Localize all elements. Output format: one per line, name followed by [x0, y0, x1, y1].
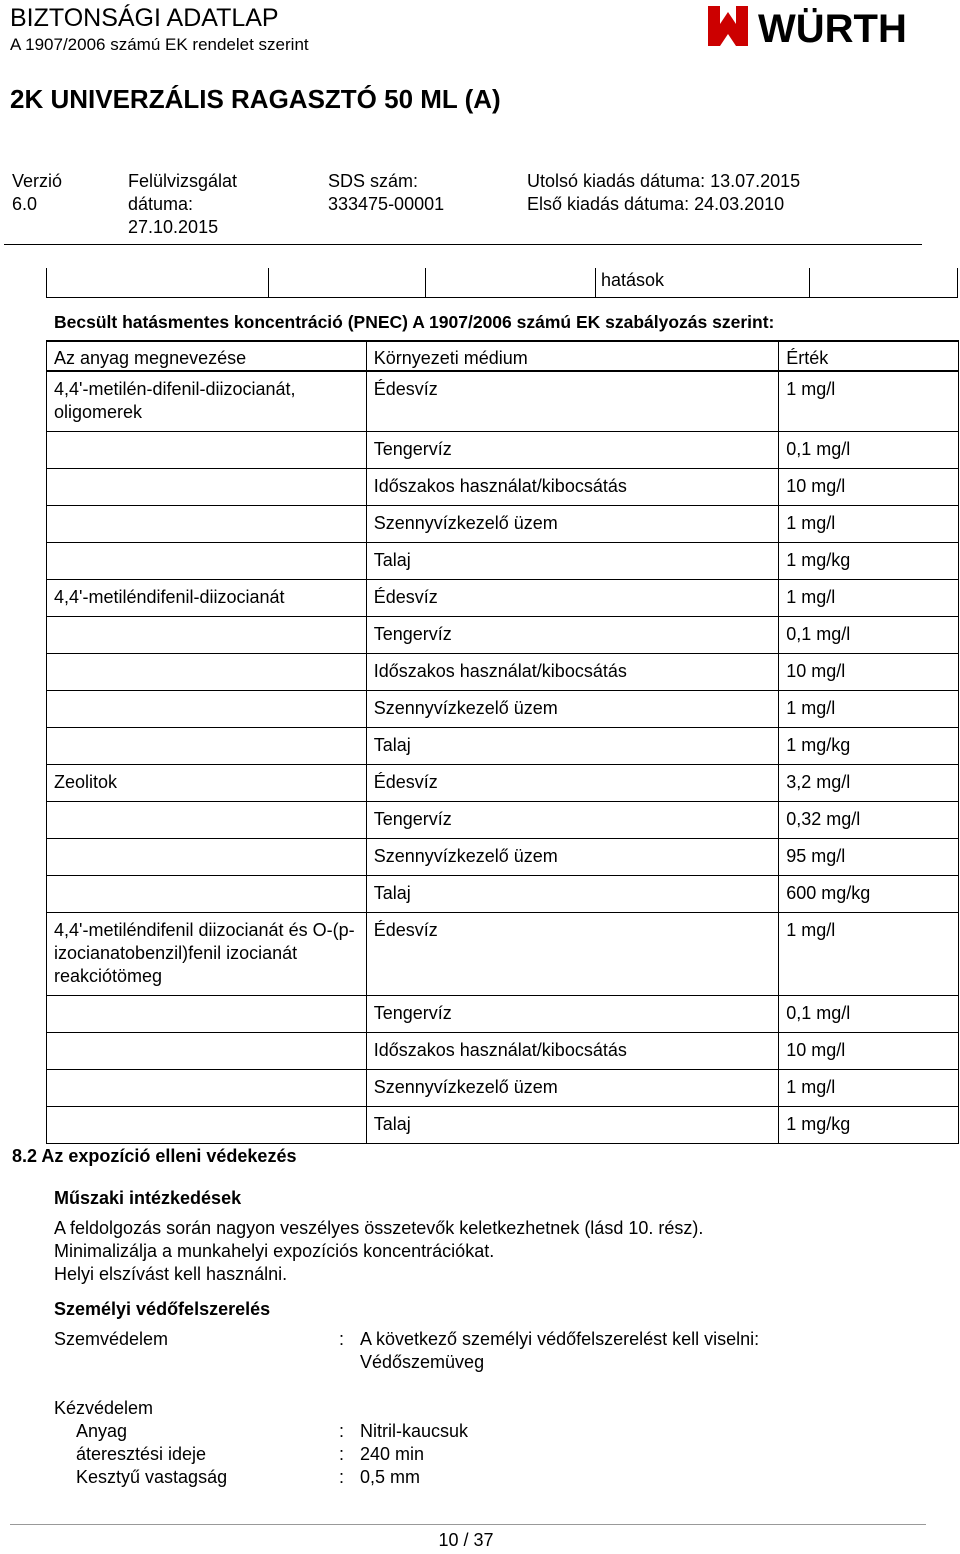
table-row: [47, 654, 959, 691]
substance-cell: [47, 654, 367, 691]
medium-cell: Időszakos használat/kibocsátás: [366, 469, 779, 506]
value-cell: 0,1 mg/l: [779, 996, 959, 1033]
medium-cell: Tengervíz: [366, 617, 779, 654]
medium-cell: Időszakos használat/kibocsátás: [366, 654, 779, 691]
document-type-title: BIZTONSÁGI ADATLAP: [10, 4, 279, 32]
thickness-label: Kesztyű vastagság: [76, 1467, 228, 1487]
section-8-2-title: 8.2 Az expozíció elleni védekezés: [12, 1146, 297, 1166]
table-row: [47, 580, 959, 617]
medium-cell: Szennyvízkezelő üzem: [366, 691, 779, 728]
product-name: 2K UNIVERZÁLIS RAGASZTÓ 50 ML (A): [10, 84, 501, 114]
table-row: [47, 1107, 959, 1144]
substance-cell: [47, 691, 367, 728]
value-cell: 10 mg/l: [779, 654, 959, 691]
table-row: [47, 876, 959, 913]
first-issue-date: Első kiadás dátuma: 24.03.2010: [527, 194, 785, 214]
value-cell: 1 mg/l: [779, 506, 959, 543]
substance-cell: [47, 469, 367, 506]
table-row: [47, 839, 959, 876]
medium-cell: Szennyvízkezelő üzem: [366, 839, 779, 876]
column-header-substance: Az anyag megnevezése: [47, 341, 367, 371]
sds-block: [328, 170, 444, 216]
pnec-table: [46, 340, 959, 1144]
value-cell: 10 mg/l: [779, 1033, 959, 1070]
table-row: [47, 617, 959, 654]
medium-cell: Talaj: [366, 1107, 779, 1144]
value-cell: 600 mg/kg: [779, 876, 959, 913]
substance-cell: [47, 876, 367, 913]
substance-cell: [47, 1107, 367, 1144]
substance-cell: [47, 728, 367, 765]
substance-cell: [47, 432, 367, 469]
medium-cell: Talaj: [366, 543, 779, 580]
table-row: [47, 371, 959, 432]
text-line: Védőszemüveg: [360, 1352, 485, 1372]
table-row: [47, 1033, 959, 1070]
version-label: Verzió: [12, 171, 63, 191]
technical-measures-heading: Műszaki intézkedések: [54, 1188, 242, 1208]
medium-cell: Tengervíz: [366, 996, 779, 1033]
fragment-divider: [425, 268, 426, 297]
technical-measures-text: [54, 1217, 703, 1286]
table-header-row: [47, 341, 959, 371]
value-cell: 0,32 mg/l: [779, 802, 959, 839]
material-label: Anyag: [76, 1421, 128, 1441]
value-cell: 1 mg/l: [779, 580, 959, 617]
colon: :: [339, 1444, 345, 1464]
review-label: Felülvizsgálat: [128, 171, 238, 191]
review-date: 27.10.2015: [128, 217, 219, 237]
substance-cell: Zeolitok: [47, 765, 367, 802]
text-line: Helyi elszívást kell használni.: [54, 1264, 288, 1284]
medium-cell: Édesvíz: [366, 371, 779, 432]
colon: :: [339, 1467, 345, 1487]
medium-cell: Tengervíz: [366, 432, 779, 469]
colon: :: [339, 1329, 345, 1349]
substance-cell: [47, 839, 367, 876]
column-header-medium: Környezeti médium: [366, 341, 779, 371]
table-row: [47, 802, 959, 839]
colon: :: [339, 1421, 345, 1441]
fragment-divider: [268, 268, 269, 297]
table-row: [47, 913, 959, 996]
table-row: [47, 996, 959, 1033]
table-row: [47, 432, 959, 469]
eye-protection-label: Szemvédelem: [54, 1329, 169, 1349]
table-row: [47, 469, 959, 506]
value-cell: 3,2 mg/l: [779, 765, 959, 802]
wurth-logo: [706, 2, 926, 52]
substance-cell: [47, 802, 367, 839]
regulation-subtitle: A 1907/2006 számú EK rendelet szerint: [10, 35, 309, 54]
previous-table-fragment: [46, 268, 958, 298]
table-row: [47, 506, 959, 543]
value-cell: 1 mg/l: [779, 913, 959, 996]
substance-cell: [47, 506, 367, 543]
material-value: Nitril-kaucsuk: [360, 1421, 469, 1441]
issue-dates-block: [527, 170, 800, 216]
footer-divider: [10, 1524, 926, 1525]
substance-cell: [47, 1033, 367, 1070]
value-cell: 95 mg/l: [779, 839, 959, 876]
value-cell: 1 mg/l: [779, 1070, 959, 1107]
value-cell: 0,1 mg/l: [779, 617, 959, 654]
value-cell: 1 mg/kg: [779, 728, 959, 765]
ppe-heading: Személyi védőfelszerelés: [54, 1299, 271, 1319]
sds-label: SDS szám:: [328, 171, 419, 191]
fragment-text: hatások: [601, 270, 665, 290]
svg-text:WÜRTH: WÜRTH: [758, 7, 907, 51]
value-cell: 1 mg/l: [779, 691, 959, 728]
substance-cell: [47, 1070, 367, 1107]
text-line: A következő személyi védőfelszerelést kell viselni:: [360, 1329, 760, 1349]
fragment-divider: [809, 268, 810, 297]
medium-cell: Talaj: [366, 876, 779, 913]
medium-cell: Édesvíz: [366, 580, 779, 617]
medium-cell: Tengervíz: [366, 802, 779, 839]
substance-cell: [47, 543, 367, 580]
value-cell: 0,1 mg/l: [779, 432, 959, 469]
last-issue-date: Utolsó kiadás dátuma: 13.07.2015: [527, 171, 801, 191]
fragment-divider: [595, 268, 596, 297]
substance-cell: [47, 617, 367, 654]
review-label-2: dátuma:: [128, 194, 194, 214]
value-cell: 1 mg/l: [779, 371, 959, 432]
column-header-value: Érték: [779, 341, 959, 371]
eye-protection-value: [360, 1328, 759, 1374]
substance-cell: [47, 996, 367, 1033]
value-cell: 1 mg/kg: [779, 1107, 959, 1144]
substance-cell: 4,4'-metiléndifenil-diizocianát: [47, 580, 367, 617]
medium-cell: Szennyvízkezelő üzem: [366, 1070, 779, 1107]
medium-cell: Talaj: [366, 728, 779, 765]
table-row: [47, 1070, 959, 1107]
text-line: A feldolgozás során nagyon veszélyes összetevők keletkezhetnek (lásd 10. rész).: [54, 1218, 704, 1238]
review-block: [128, 170, 237, 239]
header-divider: [4, 244, 922, 245]
table-row: [47, 691, 959, 728]
thickness-value: 0,5 mm: [360, 1467, 421, 1487]
medium-cell: Édesvíz: [366, 913, 779, 996]
version-block: [12, 170, 62, 216]
page-number: 10 / 37: [438, 1530, 494, 1550]
text-line: Minimalizálja a munkahelyi expozíciós koncentrációkat.: [54, 1241, 495, 1261]
sds-number: 333475-00001: [328, 194, 445, 214]
table-row: [47, 728, 959, 765]
medium-cell: Időszakos használat/kibocsátás: [366, 1033, 779, 1070]
medium-cell: Szennyvízkezelő üzem: [366, 506, 779, 543]
substance-cell: 4,4'-metiléndifenil diizocianát és O-(p-izocianatobenzil)fenil izocianát reakciótömeg: [47, 913, 367, 996]
breakthrough-label: áteresztési ideje: [76, 1444, 207, 1464]
breakthrough-value: 240 min: [360, 1444, 425, 1464]
table-row: [47, 543, 959, 580]
hand-protection-label: Kézvédelem: [54, 1398, 154, 1418]
version-value: 6.0: [12, 194, 38, 214]
medium-cell: Édesvíz: [366, 765, 779, 802]
substance-cell: 4,4'-metilén-difenil-diizocianát, oligomerek: [47, 371, 367, 432]
value-cell: 1 mg/kg: [779, 543, 959, 580]
pnec-heading: Becsült hatásmentes koncentráció (PNEC) A 1907/2006 számú EK szabályozás szerint:: [54, 312, 775, 332]
table-row: [47, 765, 959, 802]
value-cell: 10 mg/l: [779, 469, 959, 506]
